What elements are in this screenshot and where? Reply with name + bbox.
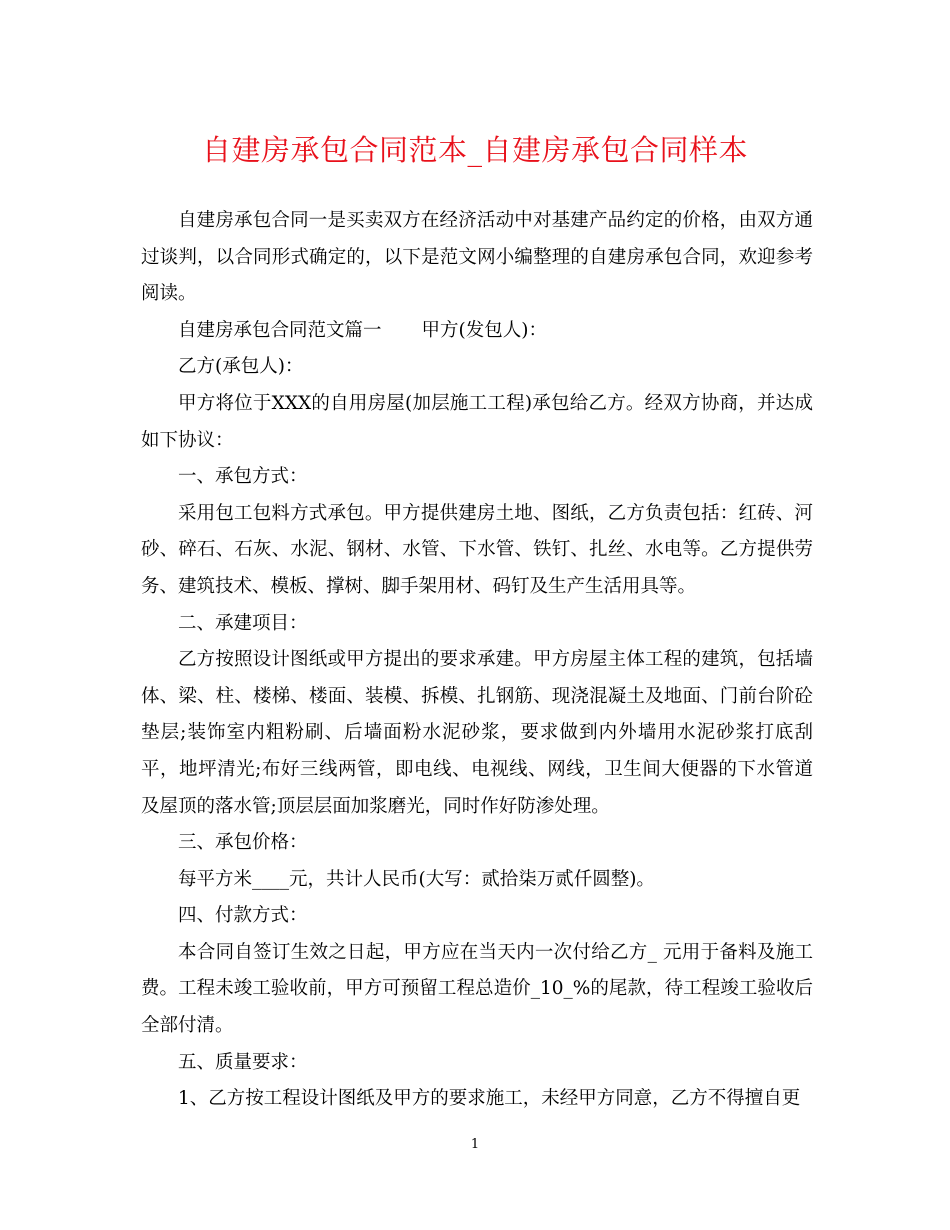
page-number: 1	[470, 1137, 480, 1152]
party-b-line: 乙方(承包人)：	[178, 356, 304, 378]
clause-heading: 二、承建项目：	[178, 612, 308, 634]
intro-paragraph: 自建房承包合同一是买卖双方在经济活动中对基建产品约定的价格，由双方通过谈判，以合同形式确定的，以下是范文网小编整理的自建房承包合同，欢迎参考阅读。	[141, 210, 813, 305]
clause-content: 本合同自签订生效之日起，甲方应在当天内一次付给乙方_ 元用于备料及施工费。工程未竣工验收前，甲方可预留工程总造价_10_%的尾款，待工程竣工验收后全部付清。	[141, 941, 813, 1037]
section-label: 自建房承包合同范文篇一	[178, 319, 382, 341]
clause-content: 乙方按照设计图纸或甲方提出的要求承建。甲方房屋主体工程的建筑，包括墙体、梁、柱、楼梯、楼面、装模、拆模、扎钢筋、现浇混凝土及地面、门前台阶砼垫层;装饰室内粗粉刷、后墙面粉水泥砂浆，要求做到内外墙用水泥砂浆打底刮平，地坪清光;布好三线两管，即电线、电视线、网线，卫生间大便器的下水管道及屋顶的落水管;顶层层面加浆磨光，同时作好防渗处理。	[141, 649, 813, 817]
clause-heading: 五、质量要求：	[178, 1051, 308, 1073]
clause-heading: 三、承包价格：	[178, 832, 308, 854]
clause-content: 每平方米____元，共计人民币(大写：贰拾柒万贰仟圆整)。	[178, 868, 655, 890]
clause-heading: 四、付款方式：	[178, 905, 308, 927]
agreement-intro-paragraph: 甲方将位于XXX的自用房屋(加层施工工程)承包给乙方。经双方协商，并达成如下协议：	[141, 392, 813, 451]
clause-heading: 一、承包方式：	[178, 466, 308, 488]
clause-content: 1、乙方按工程设计图纸及甲方的要求施工，未经甲方同意，乙方不得擅自更	[178, 1088, 801, 1110]
section-heading-line	[141, 313, 813, 350]
document-body	[141, 203, 813, 1118]
party-a-line: 甲方(发包人)：	[421, 319, 547, 341]
document-title: 自建房承包合同范本_自建房承包合同样本	[201, 133, 748, 167]
clause-content: 采用包工包料方式承包。甲方提供建房土地、图纸，乙方负责包括：红砖、河砂、碎石、石灰、水泥、钢材、水管、下水管、铁钉、扎丝、水电等。乙方提供劳务、建筑技术、模板、撑树、脚手架用材、码钉及生产生活用具等。	[141, 502, 813, 597]
